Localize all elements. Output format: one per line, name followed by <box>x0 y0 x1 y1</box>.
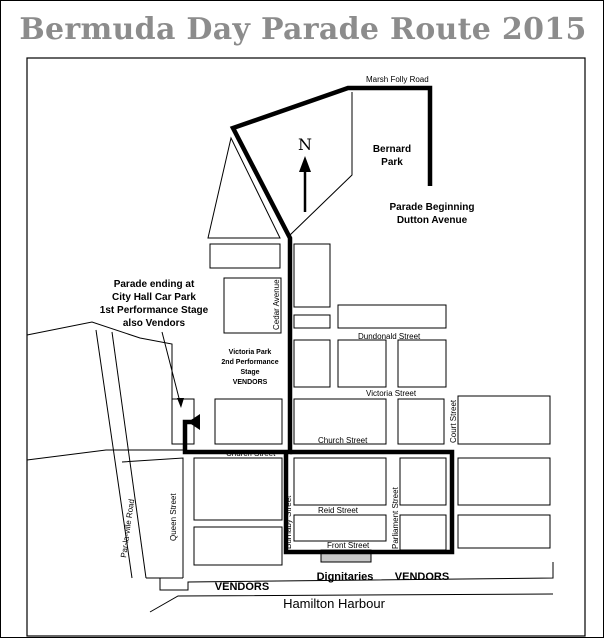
victoria-park-label: Victoria Park <box>228 349 272 356</box>
front-label: Front Street <box>327 541 370 550</box>
parliament-label: Parliament Street <box>391 487 400 549</box>
block <box>400 458 446 505</box>
block <box>294 340 330 387</box>
north-arrowhead <box>299 156 311 172</box>
marsh-folly-label: Marsh Folly Road <box>366 75 429 84</box>
park-outline <box>237 92 352 235</box>
parade-ending-label-3: 1st Performance Stage <box>99 305 209 316</box>
block <box>398 399 444 444</box>
block <box>194 458 282 520</box>
parade-beginning-label-2: Dutton Avenue <box>396 215 468 226</box>
church-left-label: Church Street <box>226 449 276 458</box>
victoria-park-label-4: VENDORS <box>232 379 268 386</box>
block <box>338 340 386 387</box>
block <box>210 244 280 268</box>
block <box>338 305 446 328</box>
reid-label: Reid Street <box>318 506 359 515</box>
dignitaries-label: Dignitaries <box>316 571 374 583</box>
victoria-park-label-3: Stage <box>240 369 260 376</box>
block <box>458 396 550 444</box>
block <box>194 527 282 565</box>
block <box>458 458 550 505</box>
block <box>294 244 330 307</box>
vendors-right-label: VENDORS <box>394 571 450 583</box>
parade-ending-label: Parade ending at <box>113 279 195 290</box>
queen-label: Queen Street <box>169 493 178 541</box>
vendors-left-label: VENDORS <box>214 581 270 593</box>
parade-beginning-label: Parade Beginning <box>389 202 475 213</box>
north-label: N <box>298 135 312 154</box>
victoria-label: Victoria Street <box>366 389 417 398</box>
block <box>398 340 446 387</box>
court-label: Court Street <box>449 399 458 443</box>
burnaby-label: Burnaby Street <box>284 495 293 549</box>
block <box>215 399 282 444</box>
block <box>294 458 386 505</box>
parade-ending-label-4: also Vendors <box>122 318 186 329</box>
cedar-label: Cedar Avenue <box>272 279 281 330</box>
harbour-label: Hamilton Harbour <box>283 596 385 611</box>
dundonald-label: Dundonald Street <box>358 332 421 341</box>
victoria-park-label-2: 2nd Performance <box>221 359 279 366</box>
block <box>294 515 386 541</box>
map-title: Bermuda Day Parade Route 2015 <box>19 12 587 47</box>
parade-ending-label-2: City Hall Car Park <box>112 292 196 303</box>
parsville-label: Par-la-ville Road <box>119 498 137 559</box>
bernard-park-label-2: Park <box>381 157 403 168</box>
block <box>400 515 446 550</box>
church-right-label: Church Street <box>318 436 368 445</box>
block <box>294 315 330 328</box>
block <box>458 515 550 548</box>
road-edge <box>27 322 172 399</box>
bernard-park-label: Bernard <box>372 144 412 155</box>
road-edge <box>27 450 183 460</box>
